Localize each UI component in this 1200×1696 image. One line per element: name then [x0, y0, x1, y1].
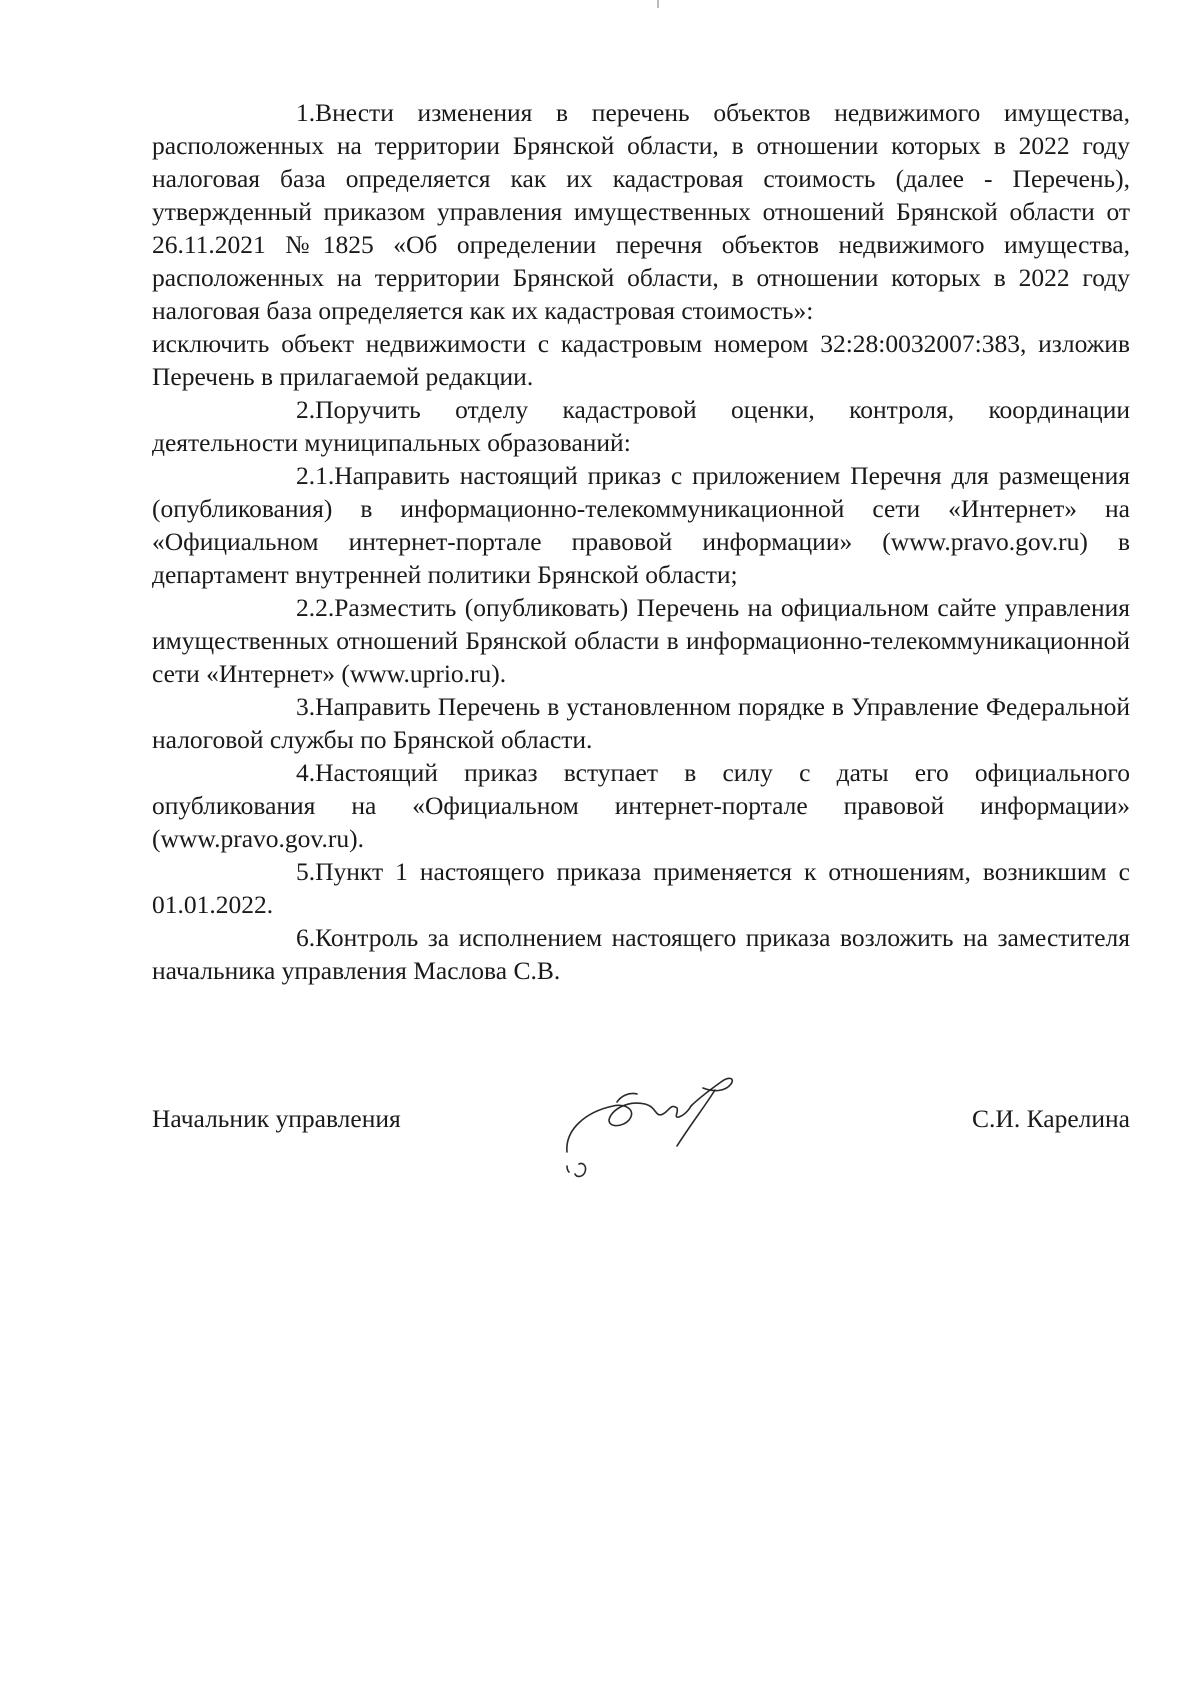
- paragraph-text: Направить Перечень в установленном порядке в Управление Федеральной налоговой службы по Брянской области.: [152, 692, 1130, 754]
- scan-mark: [657, 0, 659, 8]
- paragraph-text: Поручить отделу кадастровой оценки, контроля, координации деятельности муниципальных образований:: [152, 395, 1130, 457]
- paragraph-1-continuation: [152, 327, 1130, 393]
- handwritten-signature: [565, 1070, 755, 1180]
- paragraph-number: 3.: [296, 692, 316, 721]
- paragraph-text: Направить настоящий приказ с приложением Перечня для размещения (опубликования) в информационно-телекоммуникационной сети «Интернет» на «Официальном интернет-портале правовой информации» (www.pravo.gov.ru) в департамент внутренней политики Брянской области;: [152, 461, 1130, 589]
- signatory-name: С.И. Карелина: [972, 1104, 1130, 1133]
- paragraph-4: [152, 756, 1130, 855]
- paragraph-text: Контроль за исполнением настоящего приказа возложить на заместителя начальника управления Маслова С.В.: [152, 923, 1130, 985]
- paragraph-number: 2.: [296, 395, 316, 424]
- paragraph-number: 2.1.: [296, 461, 335, 490]
- paragraph-1: [152, 96, 1130, 327]
- signatory-title: Начальник управления: [152, 1104, 401, 1133]
- document-body: [152, 96, 1130, 987]
- paragraph-2-1: [152, 459, 1130, 591]
- paragraph-3: [152, 690, 1130, 756]
- paragraph-5: [152, 855, 1130, 921]
- paragraph-text: Разместить (опубликовать) Перечень на официальном сайте управления имущественных отношений Брянской области в информационно-телекоммуникационной сети «Интернет» (www.uprio.ru).: [152, 593, 1130, 688]
- paragraph-number: 1.: [296, 98, 316, 127]
- paragraph-number: 4.: [296, 758, 316, 787]
- paragraph-number: 2.2.: [296, 593, 335, 622]
- paragraph-text: Внести изменения в перечень объектов недвижимого имущества, расположенных на территории Брянской области, в отношении которых в 2022 году налоговая база определяется как их кадастровая стоимость (далее - Перечень), утвержденный приказом управления имущественных отношений Брянской области от 26.11.2021 №1825 «Об определении перечня объектов недвижимого имущества, расположенных на территории Брянской области, в отношении которых в 2022 году налоговая база определяется как их кадастровая стоимость»:: [152, 98, 1130, 325]
- paragraph-number: 5.: [296, 857, 316, 886]
- paragraph-text: Пункт 1 настоящего приказа применяется к отношениям, возникшим с 01.01.2022.: [152, 857, 1130, 919]
- paragraph-text: Настоящий приказ вступает в силу с даты его официального опубликования на «Официальном интернет-портале правовой информации» (www.pravo.gov.ru).: [152, 758, 1130, 853]
- paragraph-2: [152, 393, 1130, 459]
- paragraph-6: [152, 921, 1130, 987]
- paragraph-2-2: [152, 591, 1130, 690]
- paragraph-number: 6.: [296, 923, 316, 952]
- paragraph-text: исключить объект недвижимости с кадастровым номером 32:28:0032007:383, изложив Перечень в прилагаемой редакции.: [152, 329, 1130, 391]
